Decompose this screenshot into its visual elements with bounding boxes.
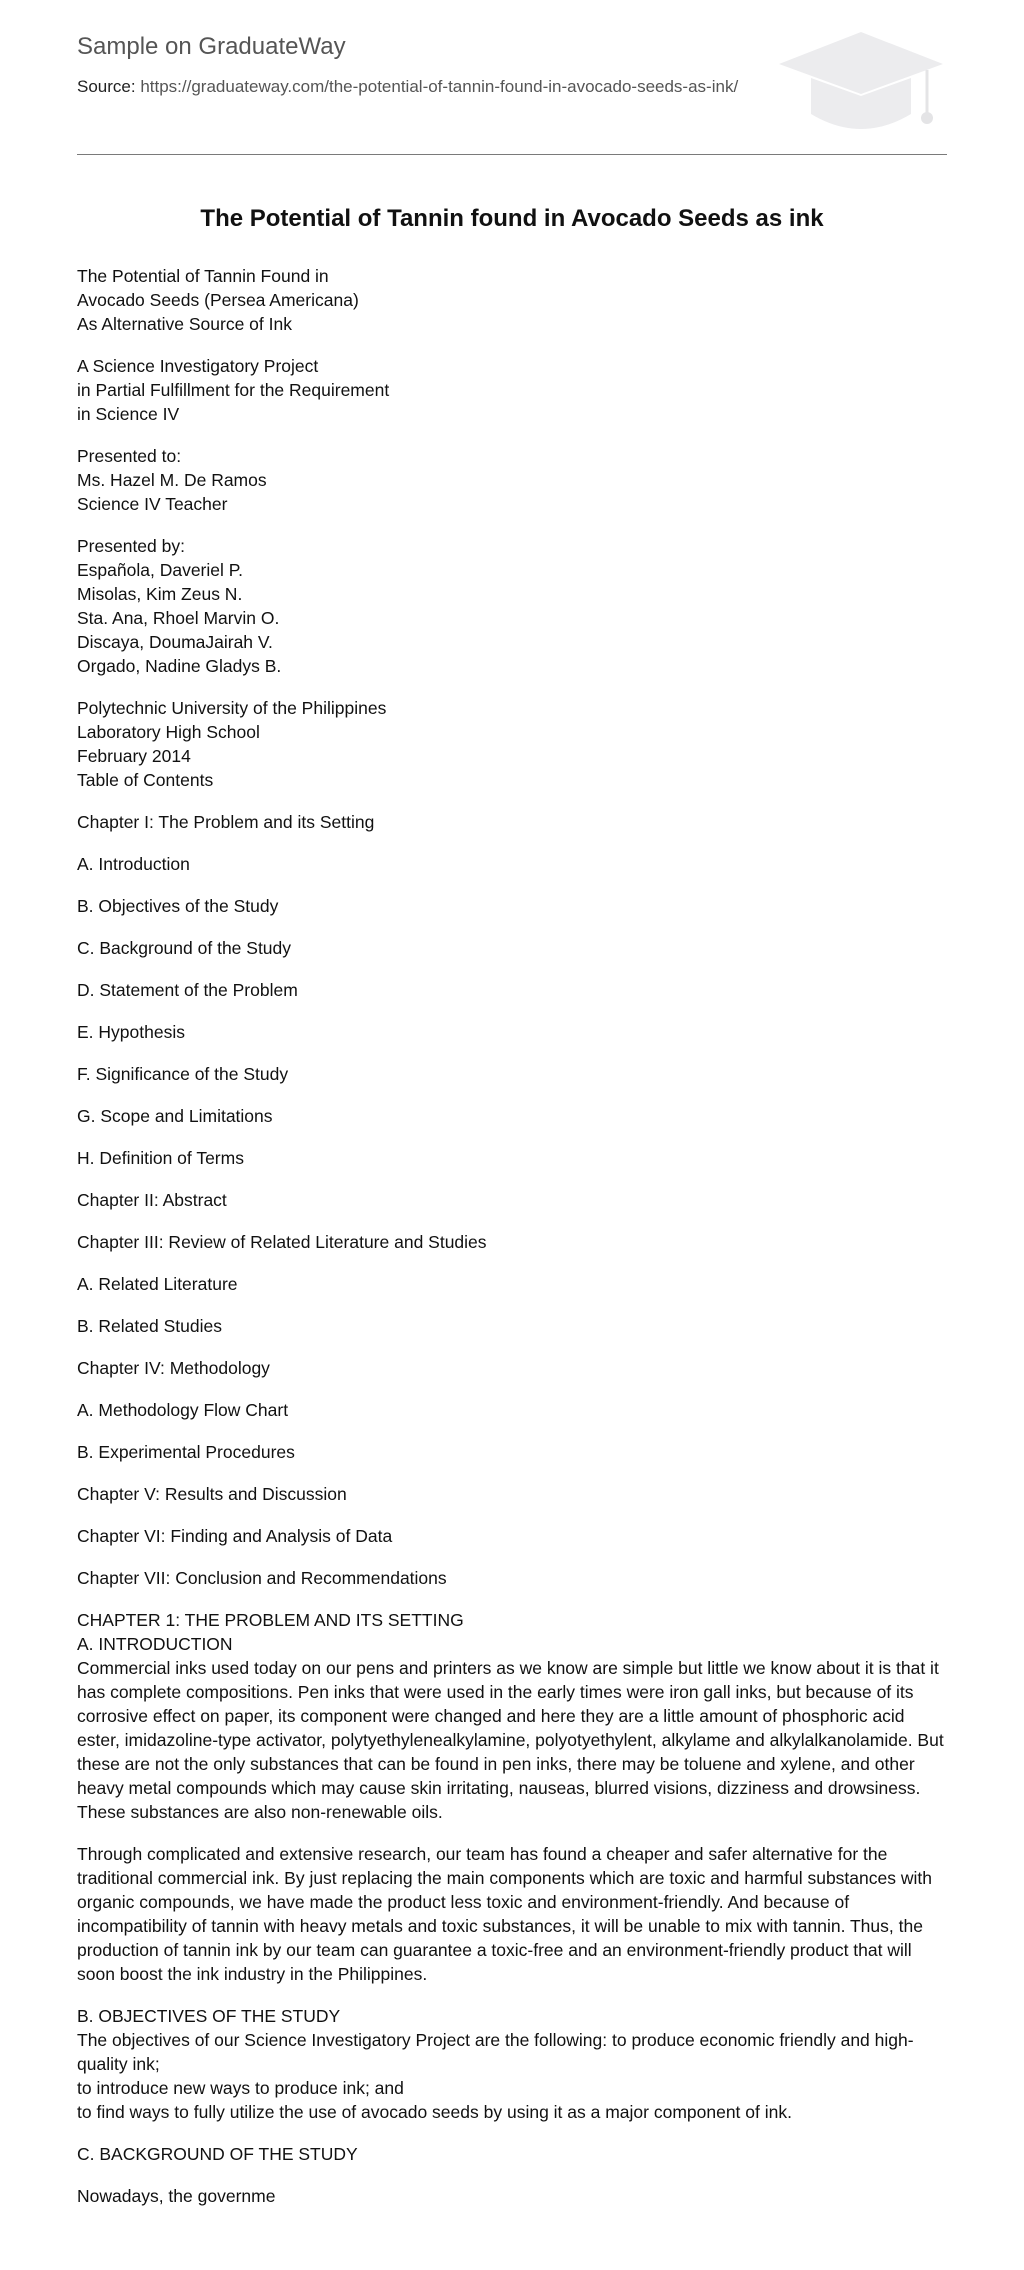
- source-label: Source:: [77, 77, 136, 96]
- section-heading: C. BACKGROUND OF THE STUDY: [77, 2144, 358, 2164]
- objective-line: to introduce new ways to produce ink; and: [77, 2078, 404, 2098]
- text-line: in Partial Fulfillment for the Requirement: [77, 380, 390, 400]
- toc-item: C. Background of the Study: [77, 938, 292, 958]
- text-line: Orgado, Nadine Gladys B.: [77, 656, 282, 676]
- text-line: Avocado Seeds (Persea Americana): [77, 290, 359, 310]
- source-line: [77, 76, 767, 98]
- text-line: Sta. Ana, Rhoel Marvin O.: [77, 608, 280, 628]
- introduction-section: [77, 1608, 947, 1824]
- toc-item: G. Scope and Limitations: [77, 1106, 273, 1126]
- objective-line: to find ways to fully utilize the use of avocado seeds by using it as a major component of ink.: [77, 2102, 792, 2122]
- chapter-heading: CHAPTER 1: THE PROBLEM AND ITS SETTING: [77, 1610, 464, 1630]
- toc-item: D. Statement of the Problem: [77, 980, 298, 1000]
- toc-item: E. Hypothesis: [77, 1022, 185, 1042]
- toc-item: Chapter VI: Finding and Analysis of Data: [77, 1526, 393, 1546]
- toc-item: Chapter III: Review of Related Literature and Studies: [77, 1232, 487, 1252]
- text-line: Española, Daveriel P.: [77, 560, 244, 580]
- toc-item: Chapter V: Results and Discussion: [77, 1484, 347, 1504]
- paragraph: Commercial inks used today on our pens and printers as we know are simple but little we know about it is that it has complete compositions. Pen inks that were used in the early times were iron gall inks, but because of its corrosive effect on paper, its component were changed and here they are a little amount of phosphoric acid ester, imidazoline-type activator, polytyethylenealkylamine, polyotyethylent, alkylame and alkylalkanolamide. But these are not the only substances that can be found in pen inks, there may be toluene and xylene, and other heavy metal compounds which may cause skin irritating, nauseas, blurred visions, dizziness and drowsiness. These substances are also non-renewable oils.: [77, 1658, 944, 1822]
- objectives-section: [77, 2004, 947, 2124]
- toc-item: Chapter I: The Problem and its Setting: [77, 812, 375, 832]
- site-brand: Sample on GraduateWay: [77, 33, 346, 60]
- text-line: Ms. Hazel M. De Ramos: [77, 470, 267, 490]
- document-body: [77, 264, 947, 2226]
- text-line: As Alternative Source of Ink: [77, 314, 292, 334]
- document-title: The Potential of Tannin found in Avocado Seeds as ink: [200, 205, 824, 232]
- text-line: Presented to:: [77, 446, 182, 466]
- paragraph: Nowadays, the governme: [77, 2186, 276, 2206]
- text-line: Discaya, DoumaJairah V.: [77, 632, 273, 652]
- toc-item: Chapter II: Abstract: [77, 1190, 227, 1210]
- school-block: [77, 696, 947, 792]
- text-line: February 2014: [77, 746, 191, 766]
- presented-to-block: [77, 444, 947, 516]
- toc-heading: Table of Contents: [77, 770, 214, 790]
- toc-item: Chapter IV: Methodology: [77, 1358, 270, 1378]
- toc-item: A. Introduction: [77, 854, 190, 874]
- paragraph: Through complicated and extensive research, our team has found a cheaper and safer alternative for the traditional commercial ink. By just replacing the main components which are toxic and harmful substances with organic compounds, we have made the product less toxic and environment-friendly. And because of incompatibility of tannin with heavy metals and toxic substances, it will be unable to mix with tannin. Thus, the production of tannin ink by our team can guarantee a toxic-free and an environment-friendly product that will soon boost the ink industry in the Philippines.: [77, 1844, 932, 1984]
- toc-item: B. Experimental Procedures: [77, 1442, 295, 1462]
- header-divider: [77, 154, 947, 155]
- text-line: Presented by:: [77, 536, 185, 556]
- section-heading: A. INTRODUCTION: [77, 1634, 233, 1654]
- text-line: A Science Investigatory Project: [77, 356, 319, 376]
- project-block: [77, 354, 947, 426]
- cover-title-block: [77, 264, 947, 336]
- toc-item: A. Methodology Flow Chart: [77, 1400, 289, 1420]
- toc-item: B. Objectives of the Study: [77, 896, 279, 916]
- objective-line: The objectives of our Science Investigatory Project are the following: to produce economic friendly and high-quality ink;: [77, 2030, 914, 2074]
- toc-item: F. Significance of the Study: [77, 1064, 289, 1084]
- text-line: Laboratory High School: [77, 722, 260, 742]
- text-line: in Science IV: [77, 404, 180, 424]
- toc-item: H. Definition of Terms: [77, 1148, 244, 1168]
- toc-item: B. Related Studies: [77, 1316, 222, 1336]
- section-heading: B. OBJECTIVES OF THE STUDY: [77, 2006, 341, 2026]
- source-link[interactable]: https://graduateway.com/the-potential-of-tannin-found-in-avocado-seeds-as-ink/: [140, 77, 739, 96]
- presented-by-block: [77, 534, 947, 678]
- text-line: Misolas, Kim Zeus N.: [77, 584, 243, 604]
- text-line: Polytechnic University of the Philippines: [77, 698, 387, 718]
- text-line: The Potential of Tannin Found in: [77, 266, 329, 286]
- toc-item: A. Related Literature: [77, 1274, 238, 1294]
- toc-item: Chapter VII: Conclusion and Recommendations: [77, 1568, 447, 1588]
- text-line: Science IV Teacher: [77, 494, 228, 514]
- graduation-cap-icon: [775, 28, 947, 138]
